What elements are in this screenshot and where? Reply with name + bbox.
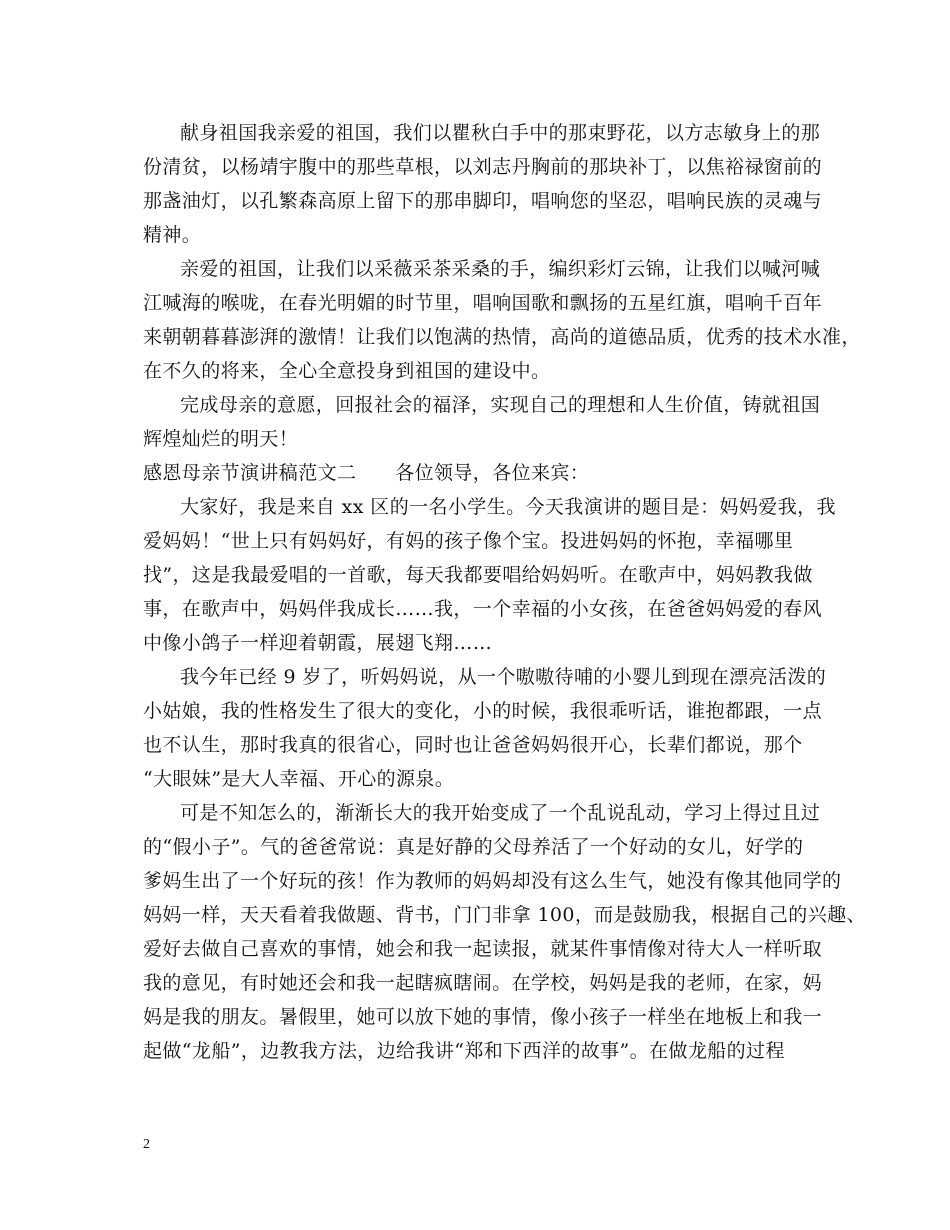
text-line: 的“假小子”。气的爸爸常说：真是好静的父母养活了一个好动的女儿，好学的 <box>143 836 804 858</box>
text-line: 亲爱的祖国，让我们以采薇采茶采桑的手，编织彩灯云锦，让我们以喊河喊 <box>180 258 821 280</box>
text-line: 小姑娘，我的性格发生了很大的变化，小的时候，我很乖听话，谁抱都跟，一点 <box>143 700 823 722</box>
text-line: 在不久的将来，全心全意投身到祖国的建设中。 <box>143 360 551 382</box>
text-line: 大家好，我是来自 xx 区的一名小学生。今天我演讲的题目是：妈妈爱我，我 <box>180 496 836 518</box>
text-line: 献身祖国我亲爱的祖国，我们以瞿秋白手中的那束野花，以方志敏身上的那 <box>180 122 821 144</box>
text-line: 感恩母亲节演讲稿范文二 各位领导，各位来宾： <box>143 462 590 484</box>
text-line: 起做“龙船”，边教我方法，边给我讲“郑和下西洋的故事”。在做龙船的过程 <box>143 1040 785 1062</box>
text-line: 爹妈生出了一个好玩的孩！作为教师的妈妈却没有这么生气，她没有像其他同学的 <box>143 870 842 892</box>
text-line: 来朝朝暮暮澎湃的激情！让我们以饱满的热情，高尚的道德品质，优秀的技术水准， <box>143 326 861 348</box>
text-line: 那盏油灯，以孔繁森高原上留下的那串脚印，唱响您的坚忍，唱响民族的灵魂与 <box>143 190 823 212</box>
text-line: 我的意见，有时她还会和我一起瞎疯瞎闹。在学校，妈妈是我的老师，在家，妈 <box>143 972 823 994</box>
text-line: 也不认生，那时我真的很省心，同时也让爸爸妈妈很开心，长辈们都说，那个 <box>143 734 803 756</box>
text-line: “大眼妹”是大人幸福、开心的源泉。 <box>143 768 455 790</box>
text-line: 精神。 <box>143 224 202 246</box>
page-number: 2 <box>143 1137 150 1152</box>
text-line: 妈妈一样，天天看着我做题、背书，门门非拿 100，而是鼓励我，根据自己的兴趣、 <box>143 904 866 926</box>
text-line: 妈是我的朋友。暑假里，她可以放下她的事情，像小孩子一样坐在地板上和我一 <box>143 1006 823 1028</box>
text-line: 完成母亲的意愿，回报社会的福泽，实现自己的理想和人生价值，铸就祖国 <box>180 394 821 416</box>
text-line: 爱好去做自己喜欢的事情，她会和我一起读报，就某件事情像对待大人一样听取 <box>143 938 823 960</box>
text-line: 江喊海的喉咙，在春光明媚的时节里，唱响国歌和飘扬的五星红旗，唱响千百年 <box>143 292 823 314</box>
text-line: 中像小鸽子一样迎着朝霞，展翅飞翔…… <box>143 632 493 654</box>
text-line: 找”，这是我最爱唱的一首歌，每天我都要唱给妈妈听。在歌声中，妈妈教我做 <box>143 564 813 586</box>
text-line: 爱妈妈！“世上只有妈妈好，有妈的孩子像个宝。投进妈妈的怀抱，幸福哪里 <box>143 530 794 552</box>
text-line: 我今年已经 9 岁了，听妈妈说，从一个嗷嗷待哺的小婴儿到现在漂亮活泼的 <box>180 666 827 688</box>
text-line: 份清贫，以杨靖宇腹中的那些草根，以刘志丹胸前的那块补丁，以焦裕禄窗前的 <box>143 156 823 178</box>
text-line: 辉煌灿烂的明天！ <box>143 428 299 450</box>
text-line: 可是不知怎么的，渐渐长大的我开始变成了一个乱说乱动，学习上得过且过 <box>180 802 821 824</box>
text-line: 事，在歌声中，妈妈伴我成长……我，一个幸福的小女孩，在爸爸妈妈爱的春风 <box>143 598 823 620</box>
